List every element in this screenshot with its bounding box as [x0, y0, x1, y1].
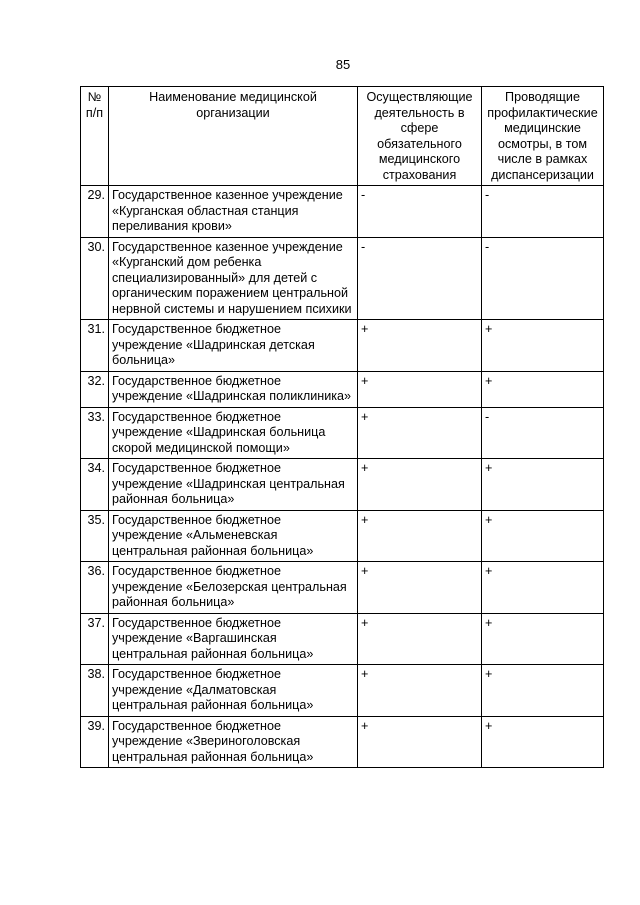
organization-name: Государственное бюджетное учреждение «Варгашинская центральная районная больница» [109, 613, 358, 665]
organization-name: Государственное бюджетное учреждение «Звериноголовская центральная районная больница» [109, 716, 358, 768]
organization-name: Государственное бюджетное учреждение «Шадринская больница скорой медицинской помощи» [109, 407, 358, 459]
row-number: 29. [81, 186, 109, 238]
table-row [81, 716, 604, 768]
organization-name: Государственное бюджетное учреждение «Альменевская центральная районная больница» [109, 510, 358, 562]
row-number: 37. [81, 613, 109, 665]
prof-mark: - [482, 237, 604, 320]
table-row [81, 613, 604, 665]
oms-mark: + [358, 371, 482, 407]
table-row [81, 371, 604, 407]
prof-mark: + [482, 716, 604, 768]
table-body [81, 186, 604, 768]
oms-mark: + [358, 320, 482, 372]
table-row [81, 407, 604, 459]
row-number: 39. [81, 716, 109, 768]
oms-mark: + [358, 665, 482, 717]
table-row [81, 186, 604, 238]
oms-mark: + [358, 562, 482, 614]
row-number: 34. [81, 459, 109, 511]
organization-name: Государственное казенное учреждение «Курганский дом ребенка специализированный» для детей с органическим поражением центральной нервной системы и нарушением психики [109, 237, 358, 320]
oms-mark: + [358, 613, 482, 665]
row-number: 36. [81, 562, 109, 614]
organization-name: Государственное бюджетное учреждение «Шадринская поликлиника» [109, 371, 358, 407]
table-row [81, 562, 604, 614]
oms-mark: - [358, 237, 482, 320]
prof-mark: + [482, 613, 604, 665]
prof-mark: - [482, 407, 604, 459]
organization-name: Государственное казенное учреждение «Курганская областная станция переливания крови» [109, 186, 358, 238]
prof-mark: + [482, 320, 604, 372]
organization-name: Государственное бюджетное учреждение «Шадринская детская больница» [109, 320, 358, 372]
table-row [81, 459, 604, 511]
row-number: 33. [81, 407, 109, 459]
header-num: № п/п [81, 87, 109, 186]
oms-mark: - [358, 186, 482, 238]
prof-mark: + [482, 510, 604, 562]
prof-mark: + [482, 665, 604, 717]
organization-name: Государственное бюджетное учреждение «Белозерская центральная районная больница» [109, 562, 358, 614]
header-name: Наименование медицинской организации [109, 87, 358, 186]
page-number: 85 [335, 57, 351, 72]
table-row [81, 237, 604, 320]
table-row [81, 510, 604, 562]
row-number: 35. [81, 510, 109, 562]
prof-mark: + [482, 459, 604, 511]
prof-mark: + [482, 371, 604, 407]
table-row [81, 320, 604, 372]
prof-mark: - [482, 186, 604, 238]
header-oms: Осуществляющие деятельность в сфере обязательного медицинского страхования [358, 87, 482, 186]
row-number: 38. [81, 665, 109, 717]
organizations-table [80, 86, 604, 768]
table-row [81, 665, 604, 717]
oms-mark: + [358, 716, 482, 768]
oms-mark: + [358, 459, 482, 511]
table-header-row [81, 87, 604, 186]
row-number: 31. [81, 320, 109, 372]
prof-mark: + [482, 562, 604, 614]
row-number: 30. [81, 237, 109, 320]
oms-mark: + [358, 510, 482, 562]
row-number: 32. [81, 371, 109, 407]
header-prof: Проводящие профилактические медицинские осмотры, в том числе в рамках диспансеризации [482, 87, 604, 186]
organization-name: Государственное бюджетное учреждение «Шадринская центральная районная больница» [109, 459, 358, 511]
oms-mark: + [358, 407, 482, 459]
organization-name: Государственное бюджетное учреждение «Далматовская центральная районная больница» [109, 665, 358, 717]
